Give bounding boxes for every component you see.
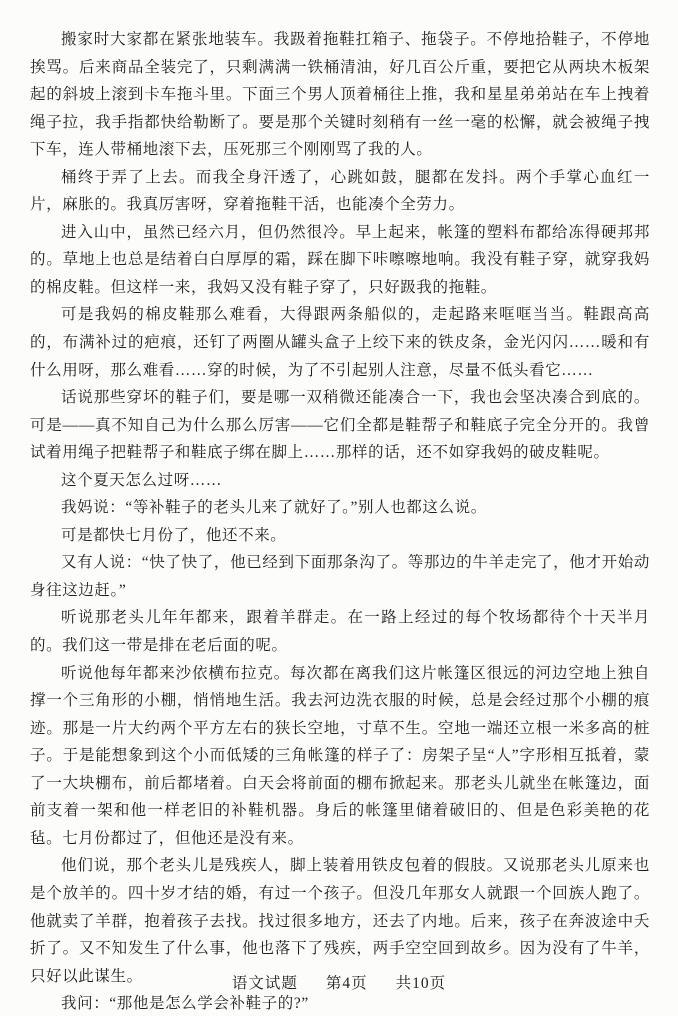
- paragraph: 这个夏天怎么过呀……: [61, 471, 223, 489]
- paragraph: 听说他每年都来沙依横布拉克。每次都在离我们这片帐篷区很远的河边空地上独自撑一个三角形的小棚，悄悄地生活。我去河边洗衣服的时候，总是会经过那个小棚的痕迹。那是一片大约两个平方左右的狭长空地，寸草不生。空地一端还立根一米多高的桩子。于是能想象到这个小而低矮的三角帐篷的样子了：房架子呈“人”字形相互抵着，蒙了一大块棚布，前后都堵着。白天会将前面的棚布掀起来。那老头儿就坐在帐篷边，面前支着一架和他一样老旧的补鞋机器。身后的帐篷里储着破旧的、但是色彩美艳的花毡。七月份都过了，但他还是没有来。: [30, 664, 650, 847]
- paragraph: 可是我妈的棉皮鞋那么难看，大得跟两条船似的，走起路来哐哐当当。鞋跟高高的，布满补过的疤痕，还钉了两圈从罐头盒子上绞下来的铁皮条，金光闪闪……暖和有什么用呀，那么难看……穿的时候，为了不引起别人注意，尽量不低头看它……: [30, 306, 650, 379]
- page-footer: [0, 971, 678, 993]
- paragraph: 我妈说：“等补鞋子的老头儿来了就好了。”别人也都这么说。: [61, 499, 487, 517]
- paragraph: 又有人说：“快了快了，他已经到下面那条沟了。等那边的牛羊走完了，他才开始动身往这边赶。”: [30, 554, 650, 599]
- paragraph: 搬家时大家都在紧张地装车。我趿着拖鞋扛箱子、拖袋子。不停地拾鞋子，不停地挨骂。后来商品全装完了，只剩满满一铁桶清油，好几百公斤重，要把它从两块木板架起的斜坡上滚到卡车拖斗里。下面三个男人顶着桶往上推，我和星星弟弟站在车上拽着绳子拉，我手指都快给勒断了。要是那个关键时刻稍有一丝一毫的松懈，就会被绳子拽下车，连人带桶地滚下去，压死那三个刚刚骂了我的人。: [30, 31, 650, 159]
- passage-body: [30, 26, 650, 1016]
- footer-doc-title: 语文试题: [231, 975, 298, 992]
- paragraph: 桶终于弄了上去。而我全身汗透了，心跳如鼓，腿都在发抖。两个手掌心血红一片，麻胀的。我真厉害呀，穿着拖鞋干活，也能凑个全劳力。: [30, 168, 650, 214]
- paragraph: 进入山中，虽然已经六月，但仍然很冷。早上起来，帐篷的塑料布都给冻得硬邦邦的。草地上也总是结着白白厚厚的霜，踩在脚下咔嚓嚓地响。我没有鞋子穿，就穿我妈的棉皮鞋。但这样一来，我妈又没有鞋子穿了，只好趿我的拖鞋。: [30, 223, 650, 296]
- footer-total-pages: 共10页: [395, 975, 447, 992]
- paragraph: 他们说，那个老头儿是残疾人，脚上装着用铁皮包着的假肢。又说那老头儿原来也是个放羊的。四十岁才结的婚，有过一个孩子。但没几年那女人就跟一个回族人跑了。他就卖了羊群，抱着孩子去找。找过很多地方，还去了内地。后来，孩子在奔波途中夭折了。又不知发生了什么事，他也落下了残疾，两手空空回到故乡。因为没有了牛羊，只好以此谋生。: [30, 857, 650, 985]
- paragraph: 我问：“那他是怎么学会补鞋子的?”: [61, 995, 309, 1013]
- footer-page-number: 第4页: [325, 975, 368, 992]
- paragraph: 话说那些穿坏的鞋子们，要是哪一双稍微还能凑合一下，我也会坚决凑合到底的。可是——真不知自己为什么那么厉害——它们全都是鞋帮子和鞋底子完全分开的。我曾试着用绳子把鞋帮子和鞋底子绑在脚上……那样的话，还不如穿我妈的破皮鞋呢。: [30, 389, 650, 462]
- paragraph: 听说那老头儿年年都来，跟着羊群走。在一路上经过的每个牧场都待个十天半月的。我们这一带是排在老后面的呢。: [30, 609, 650, 655]
- paragraph: 可是都快七月份了，他还不来。: [61, 526, 287, 544]
